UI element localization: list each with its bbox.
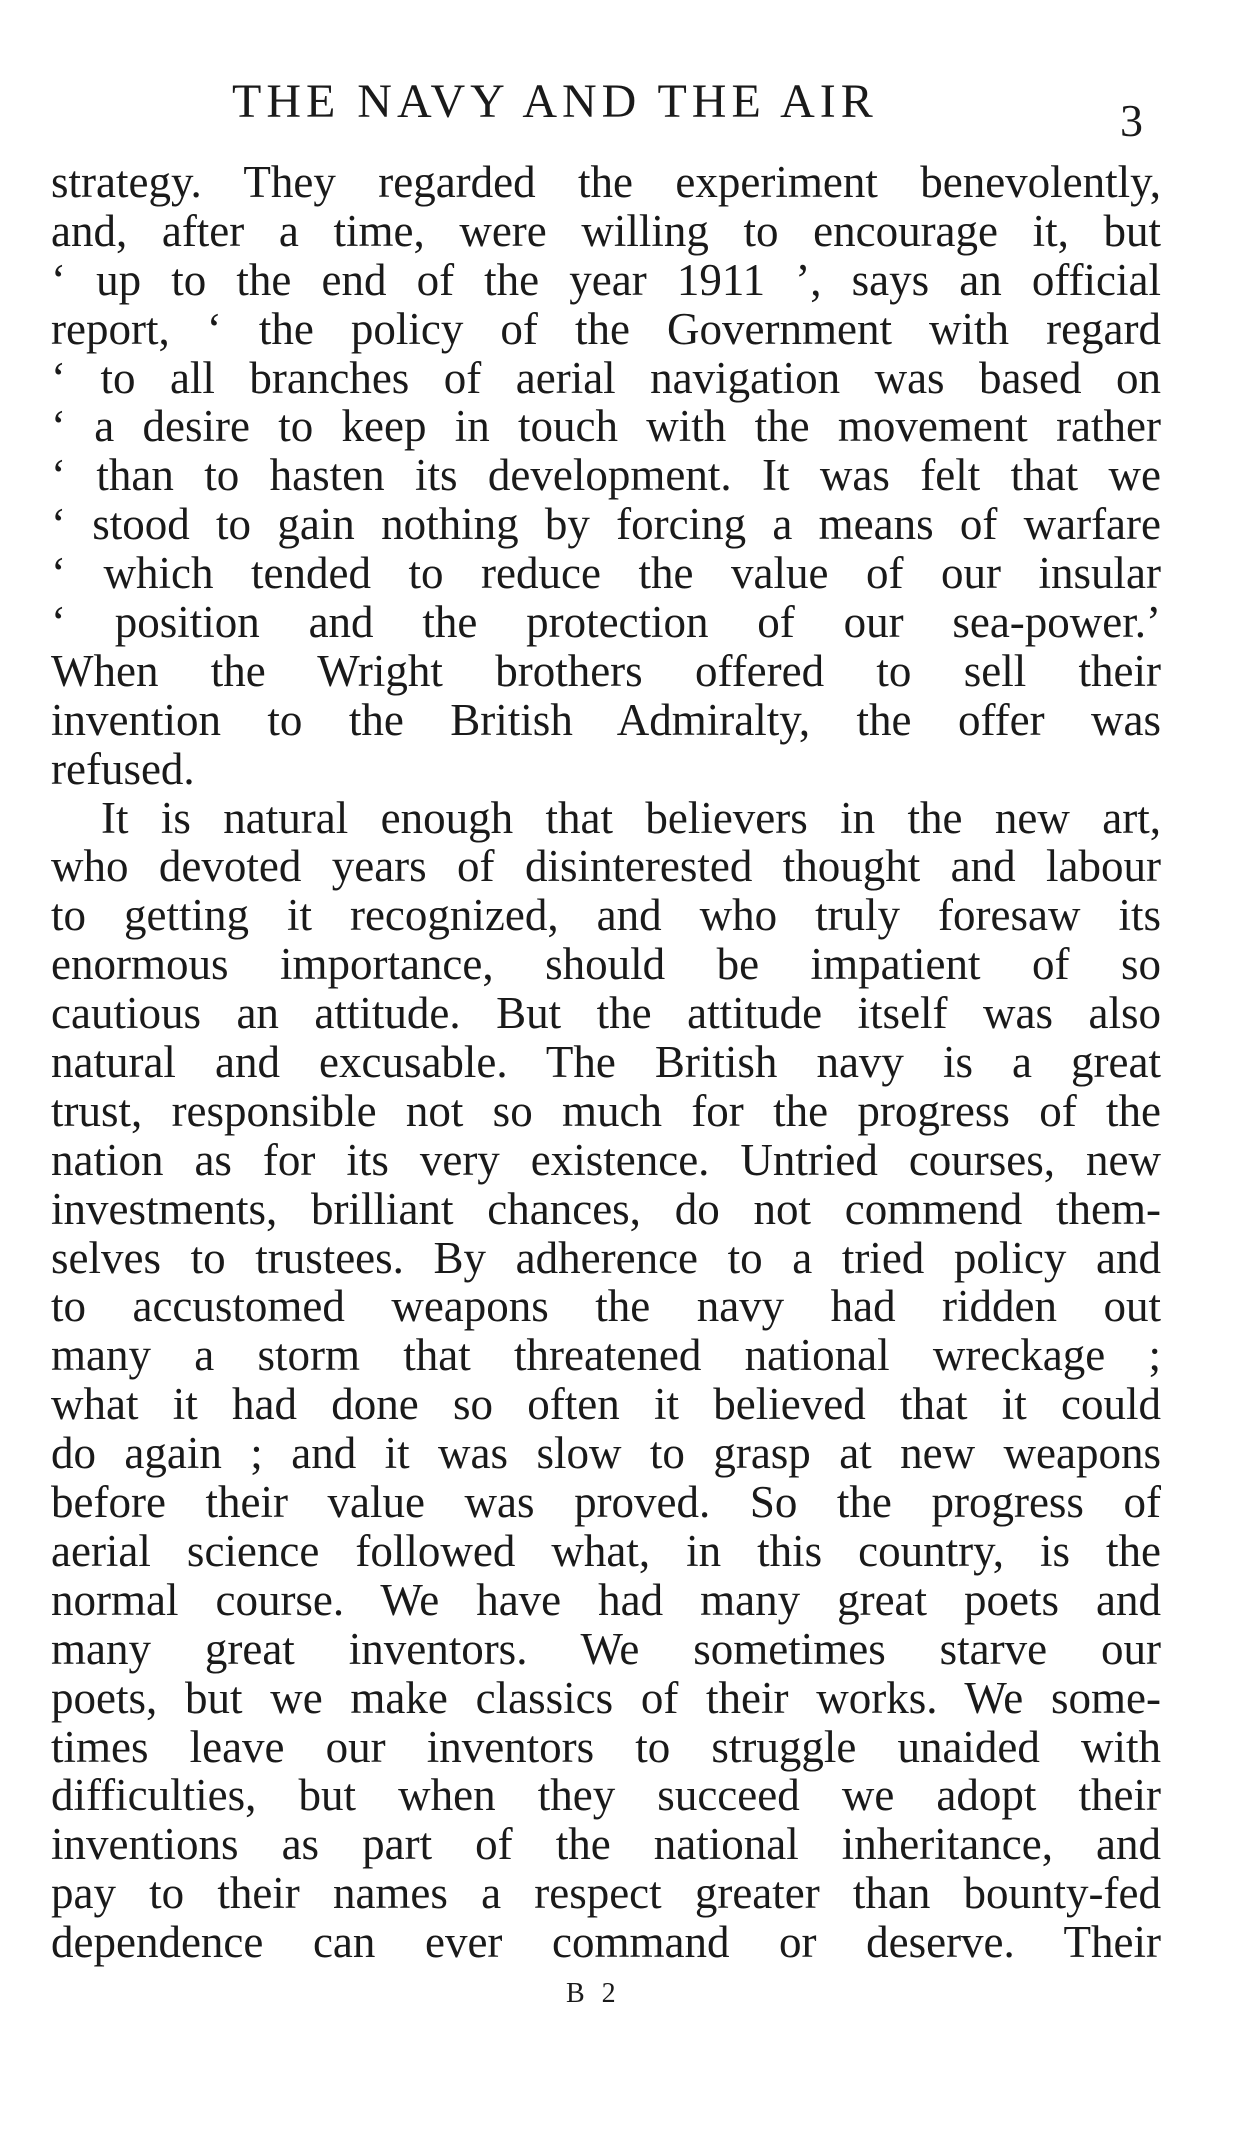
text-line: to accustomed weapons the navy had ridden out (51, 1281, 1161, 1332)
text-line: what it had done so often it believed that it could (51, 1379, 1161, 1430)
text-line: report, ‘ the policy of the Government with regard (51, 303, 1161, 354)
text-line: cautious an attitude. But the attitude itself was also (51, 988, 1161, 1039)
text-line: before their value was proved. So the progress of (51, 1477, 1161, 1528)
signature-mark: B 2 (566, 1978, 621, 2009)
text-line: invention to the British Admiralty, the offer was (51, 694, 1161, 745)
text-line: ‘ stood to gain nothing by forcing a means of warfare (51, 499, 1161, 550)
text-line: ‘ up to the end of the year 1911 ’, says an official (51, 254, 1161, 305)
text-line: dependence can ever command or deserve. Their (51, 1917, 1161, 1968)
text-line: difficulties, but when they succeed we adopt their (51, 1770, 1161, 1821)
text-line: pay to their names a respect greater than bounty-fed (51, 1868, 1161, 1919)
page-number: 3 (1120, 95, 1143, 146)
text-line: enormous importance, should be impatient of so (51, 939, 1161, 990)
text-line: many great inventors. We sometimes starve our (51, 1623, 1161, 1674)
text-line: ‘ a desire to keep in touch with the movement rather (51, 401, 1161, 452)
text-line: ‘ position and the protection of our sea-power.’ (51, 597, 1161, 648)
text-line: When the Wright brothers offered to sell their (51, 645, 1161, 696)
running-head-title: THE NAVY AND THE AIR (232, 75, 878, 128)
text-line: poets, but we make classics of their works. We some- (51, 1672, 1161, 1723)
text-line: ‘ than to hasten its development. It was felt that we (51, 450, 1161, 501)
text-line: ‘ which tended to reduce the value of our insular (51, 548, 1161, 599)
text-line: who devoted years of disinterested thought and labour (51, 841, 1161, 892)
text-line: refused. (51, 743, 195, 794)
text-line: and, after a time, were willing to encourage it, but (51, 205, 1161, 256)
body-text (51, 158, 1161, 1967)
text-line: many a storm that threatened national wreckage ; (51, 1330, 1161, 1381)
text-line: inventions as part of the national inheritance, and (51, 1819, 1161, 1870)
text-line: ‘ to all branches of aerial navigation was based on (51, 352, 1161, 403)
text-line: natural and excusable. The British navy is a great (51, 1037, 1161, 1088)
text-line: trust, responsible not so much for the progress of the (51, 1085, 1161, 1136)
text-line: selves to trustees. By adherence to a tried policy and (51, 1232, 1161, 1283)
text-line: It is natural enough that believers in the new art, (101, 792, 1161, 843)
text-line: to getting it recognized, and who truly foresaw its (51, 890, 1161, 941)
text-line: investments, brilliant chances, do not commend them- (51, 1183, 1161, 1234)
text-line: nation as for its very existence. Untried courses, new (51, 1134, 1161, 1185)
text-line: do again ; and it was slow to grasp at new weapons (51, 1428, 1161, 1479)
text-line: strategy. They regarded the experiment benevolently, (51, 157, 1161, 207)
text-line: aerial science followed what, in this country, is the (51, 1525, 1161, 1576)
text-line: normal course. We have had many great poets and (51, 1574, 1161, 1625)
text-line: times leave our inventors to struggle unaided with (51, 1721, 1161, 1772)
